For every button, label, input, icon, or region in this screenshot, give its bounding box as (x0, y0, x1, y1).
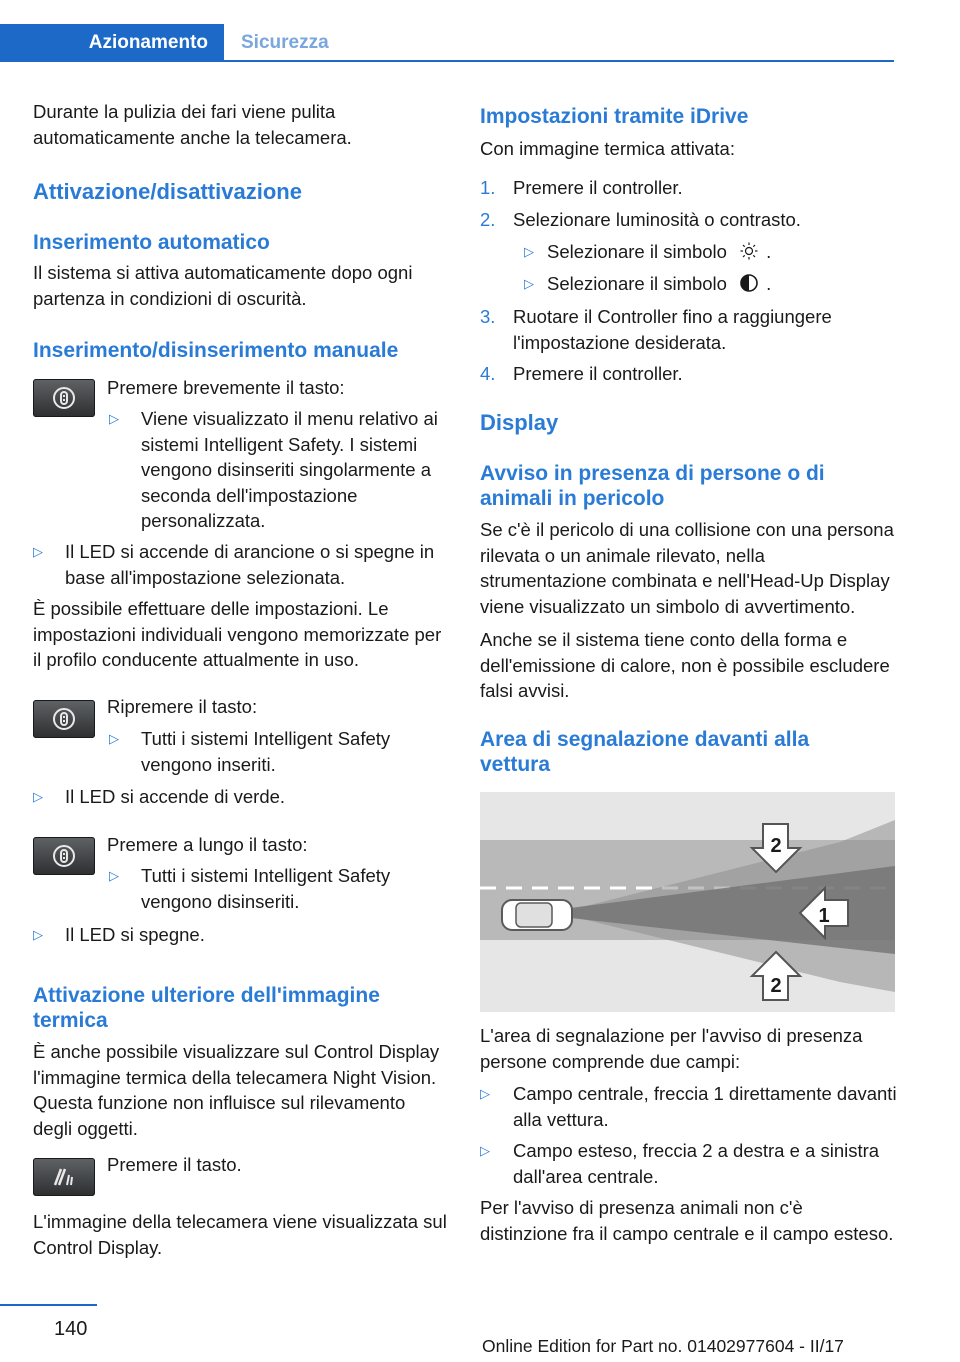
press1-text: Premere brevemente il tasto: (107, 377, 345, 398)
safety-button-image (33, 379, 95, 417)
bullet-triangle-icon: ▷ (524, 244, 534, 259)
safety-icon (52, 707, 76, 731)
press3-bullet: Tutti i sistemi Intelligent Safety vengono disinseriti. (141, 865, 391, 912)
brightness-icon (738, 242, 760, 260)
heading-area: Area di segnalazione davanti alla vettura (480, 728, 810, 776)
bullet-triangle-icon: ▷ (524, 276, 534, 291)
bullet-triangle-icon: ▷ (33, 544, 43, 559)
edition-note: Online Edition for Part no. 01402977604 - II/17 (482, 1336, 844, 1356)
safety-button-image (33, 700, 95, 738)
step-text: Ruotare il Controller fino a raggiungere l'impostazione desiderata. (513, 306, 832, 353)
thermal-result: L'immagine della telecamera viene visualizzata sul Control Display. (33, 1211, 447, 1258)
intro-text: Durante la pulizia dei fari viene pulita automaticamente anche la telecamera. (33, 101, 352, 148)
press1-bullet: Viene visualizzato il menu relativo ai sistemi Intelligent Safety. I sistemi vengono disinseriti singolarmente a seconda dell'impostazione personalizzata. (141, 408, 438, 531)
led2-text: Il LED si accende di verde. (65, 786, 286, 807)
sub-brightness (547, 239, 771, 265)
step-text: Selezionare luminosità o contrasto. (513, 209, 801, 230)
step-number: 1. (480, 177, 496, 198)
header-tabs (0, 0, 960, 62)
area-bullet-2: Campo esteso, freccia 2 a destra e a sinistra dall'area centrale. (513, 1140, 880, 1187)
diagram-label-top: 2 (770, 835, 782, 857)
step-text: Premere il controller. (513, 177, 683, 198)
led1-text: Il LED si accende di arancione o si spegne in base all'impostazione selezionata. (65, 541, 435, 588)
area-bullet-1: Campo centrale, freccia 1 direttamente davanti alla vettura. (513, 1083, 897, 1130)
bullet-triangle-icon: ▷ (109, 868, 119, 883)
night-vision-button-image (33, 1158, 95, 1196)
step-number: 2. (480, 209, 496, 230)
heading-display: Display (480, 410, 559, 435)
bullet-triangle-icon: ▷ (109, 411, 119, 426)
sub-brightness-text: Selezionare il simbolo (547, 241, 727, 262)
bullet-triangle-icon: ▷ (480, 1086, 490, 1101)
bullet-triangle-icon: ▷ (33, 927, 43, 942)
safety-button-image (33, 837, 95, 875)
sub-end: . (766, 273, 772, 294)
heading-auto: Inserimento automatico (33, 231, 270, 254)
diagram-label-bottom: 2 (770, 975, 782, 997)
warning-text2: Anche se il sistema tiene conto della forma e dell'emissione di calore, non è possibile escludere falsi avvisi. (480, 629, 890, 701)
step-number: 4. (480, 363, 496, 384)
tab-sicurezza[interactable]: Sicurezza (241, 32, 329, 53)
press4-text: Premere il tasto. (107, 1154, 242, 1175)
sub-end: . (766, 241, 772, 262)
press3-text: Premere a lungo il tasto: (107, 834, 308, 855)
warning-area-diagram (480, 792, 895, 1012)
bullet-triangle-icon: ▷ (480, 1143, 490, 1158)
safety-icon (52, 844, 76, 868)
heading-idrive: Impostazioni tramite iDrive (480, 105, 749, 128)
animal-text: Per l'avviso di presenza animali non c'è distinzione fra il campo centrale e il campo esteso. (480, 1197, 894, 1244)
settings-note: È possibile effettuare delle impostazioni. Le impostazioni individuali vengono memorizzate per il profilo conducente attualmente in uso. (33, 598, 442, 670)
car-icon (502, 900, 572, 930)
led3-text: Il LED si spegne. (65, 924, 205, 945)
idrive-intro: Con immagine termica attivata: (480, 138, 735, 159)
footer-rule (0, 1304, 97, 1306)
diagram-label-center: 1 (818, 905, 830, 927)
press2-text: Ripremere il tasto: (107, 696, 258, 717)
press2-bullet: Tutti i sistemi Intelligent Safety vengono inseriti. (141, 728, 391, 775)
safety-icon (52, 386, 76, 410)
warning-text1: Se c'è il pericolo di una collisione con una persona rilevata o un animale rilevato, nella strumentazione combinata e nell'Head-Up Display viene visualizzato un simbolo di avvertimento. (480, 519, 894, 617)
page-number: 140 (54, 1318, 88, 1340)
bullet-triangle-icon: ▷ (33, 789, 43, 804)
heading-activation: Attivazione/disattivazione (33, 179, 302, 204)
heading-thermal: Attivazione ulteriore dell'immagine termica (33, 984, 380, 1032)
thermal-text: È anche possibile visualizzare sul Control Display l'immagine termica della telecamera Night Vision. Questa funzione non influisce sul rilevamento degli oggetti. (33, 1041, 440, 1139)
bullet-triangle-icon: ▷ (109, 731, 119, 746)
step-number: 3. (480, 306, 496, 327)
tab-azionamento[interactable]: Azionamento (0, 24, 224, 62)
heading-manual: Inserimento/disinserimento manuale (33, 339, 399, 362)
sub-contrast-text: Selezionare il simbolo (547, 273, 727, 294)
header-rule (224, 60, 894, 62)
auto-text: Il sistema si attiva automaticamente dopo ogni partenza in condizioni di oscurità. (33, 262, 413, 309)
step-text: Premere il controller. (513, 363, 683, 384)
area-text: L'area di segnalazione per l'avviso di presenza persone comprende due campi: (480, 1025, 863, 1072)
sub-contrast (547, 271, 771, 297)
contrast-icon (738, 273, 760, 293)
heading-warning: Avviso in presenza di persone o di animali in pericolo (480, 462, 825, 510)
night-vision-icon (50, 1165, 78, 1189)
